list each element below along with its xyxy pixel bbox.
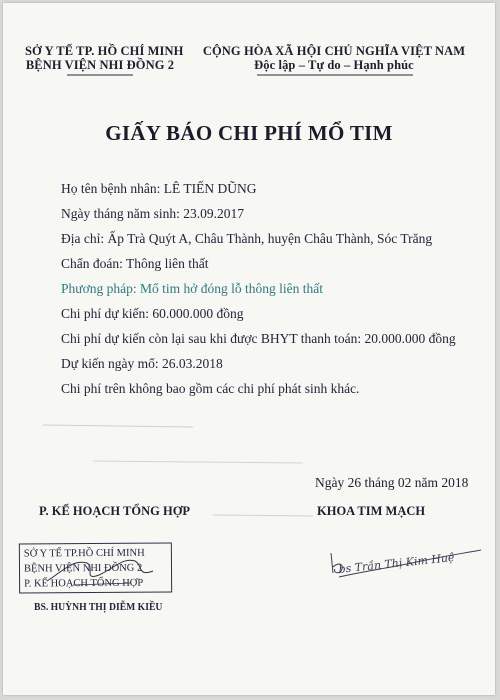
document-title: GIẤY BÁO CHI PHÍ MỔ TIM (105, 121, 393, 145)
country-motto-line1: CỘNG HÒA XÃ HỘI CHỦ NGHĨA VIỆT NAM (202, 44, 466, 58)
stamp-line-3: P. KẾ HOẠCH TỔNG HỢP (24, 577, 144, 590)
right-handwritten-signature (325, 541, 485, 589)
remaining-cost-line: Chi phí dự kiến còn lại sau khi được BHYT thanh toán: 20.000.000 đồng (61, 331, 456, 346)
cost-line: Chi phí dự kiến: 60.000.000 đồng (61, 306, 244, 321)
right-signature-text: bs Trần Thị Kim Huệ (337, 550, 456, 576)
left-handwritten-signature (43, 551, 163, 591)
surgery-date-line: Dự kiến ngày mổ: 26.03.2018 (61, 356, 223, 371)
stamp-line-1: SỞ Y TẾ TP.HỒ CHÍ MINH (23, 547, 145, 560)
country-motto-line2: Độc lập – Tự do – Hạnh phúc (254, 58, 414, 72)
diagnosis-line: Chẩn đoán: Thông liên thất (61, 256, 209, 271)
dob-line: Ngày tháng năm sinh: 23.09.2017 (61, 206, 244, 221)
document-page (3, 3, 495, 695)
motto-underline (257, 74, 413, 77)
stamp-line-2: BỆNH VIỆN NHI ĐỒNG 2 (23, 562, 143, 575)
address-line: Địa chỉ: Ấp Trà Quýt A, Châu Thành, huyện Châu Thành, Sóc Trăng (61, 231, 433, 246)
left-signature-title: P. KẾ HOẠCH TỔNG HỢP (39, 504, 191, 518)
scan-marks (3, 403, 495, 543)
hospital-name: BỆNH VIỆN NHI ĐỒNG 2 (25, 58, 175, 72)
right-signature-title: KHOA TIM MẠCH (317, 504, 426, 518)
patient-name-line: Họ tên bệnh nhân: LÊ TIẾN DŨNG (61, 181, 257, 196)
note-line: Chi phí trên không bao gồm các chi phí phát sinh khác. (61, 381, 360, 396)
left-signer-name: BS. HUỲNH THỊ DIỄM KIỀU (34, 602, 163, 613)
method-line: Phương pháp: Mổ tim hở đóng lỗ thông liên thất (61, 281, 323, 296)
ministry-name: SỞ Y TẾ TP. HỒ CHÍ MINH (25, 44, 184, 58)
hospital-underline (67, 74, 133, 77)
issue-date: Ngày 26 tháng 02 năm 2018 (315, 475, 469, 490)
